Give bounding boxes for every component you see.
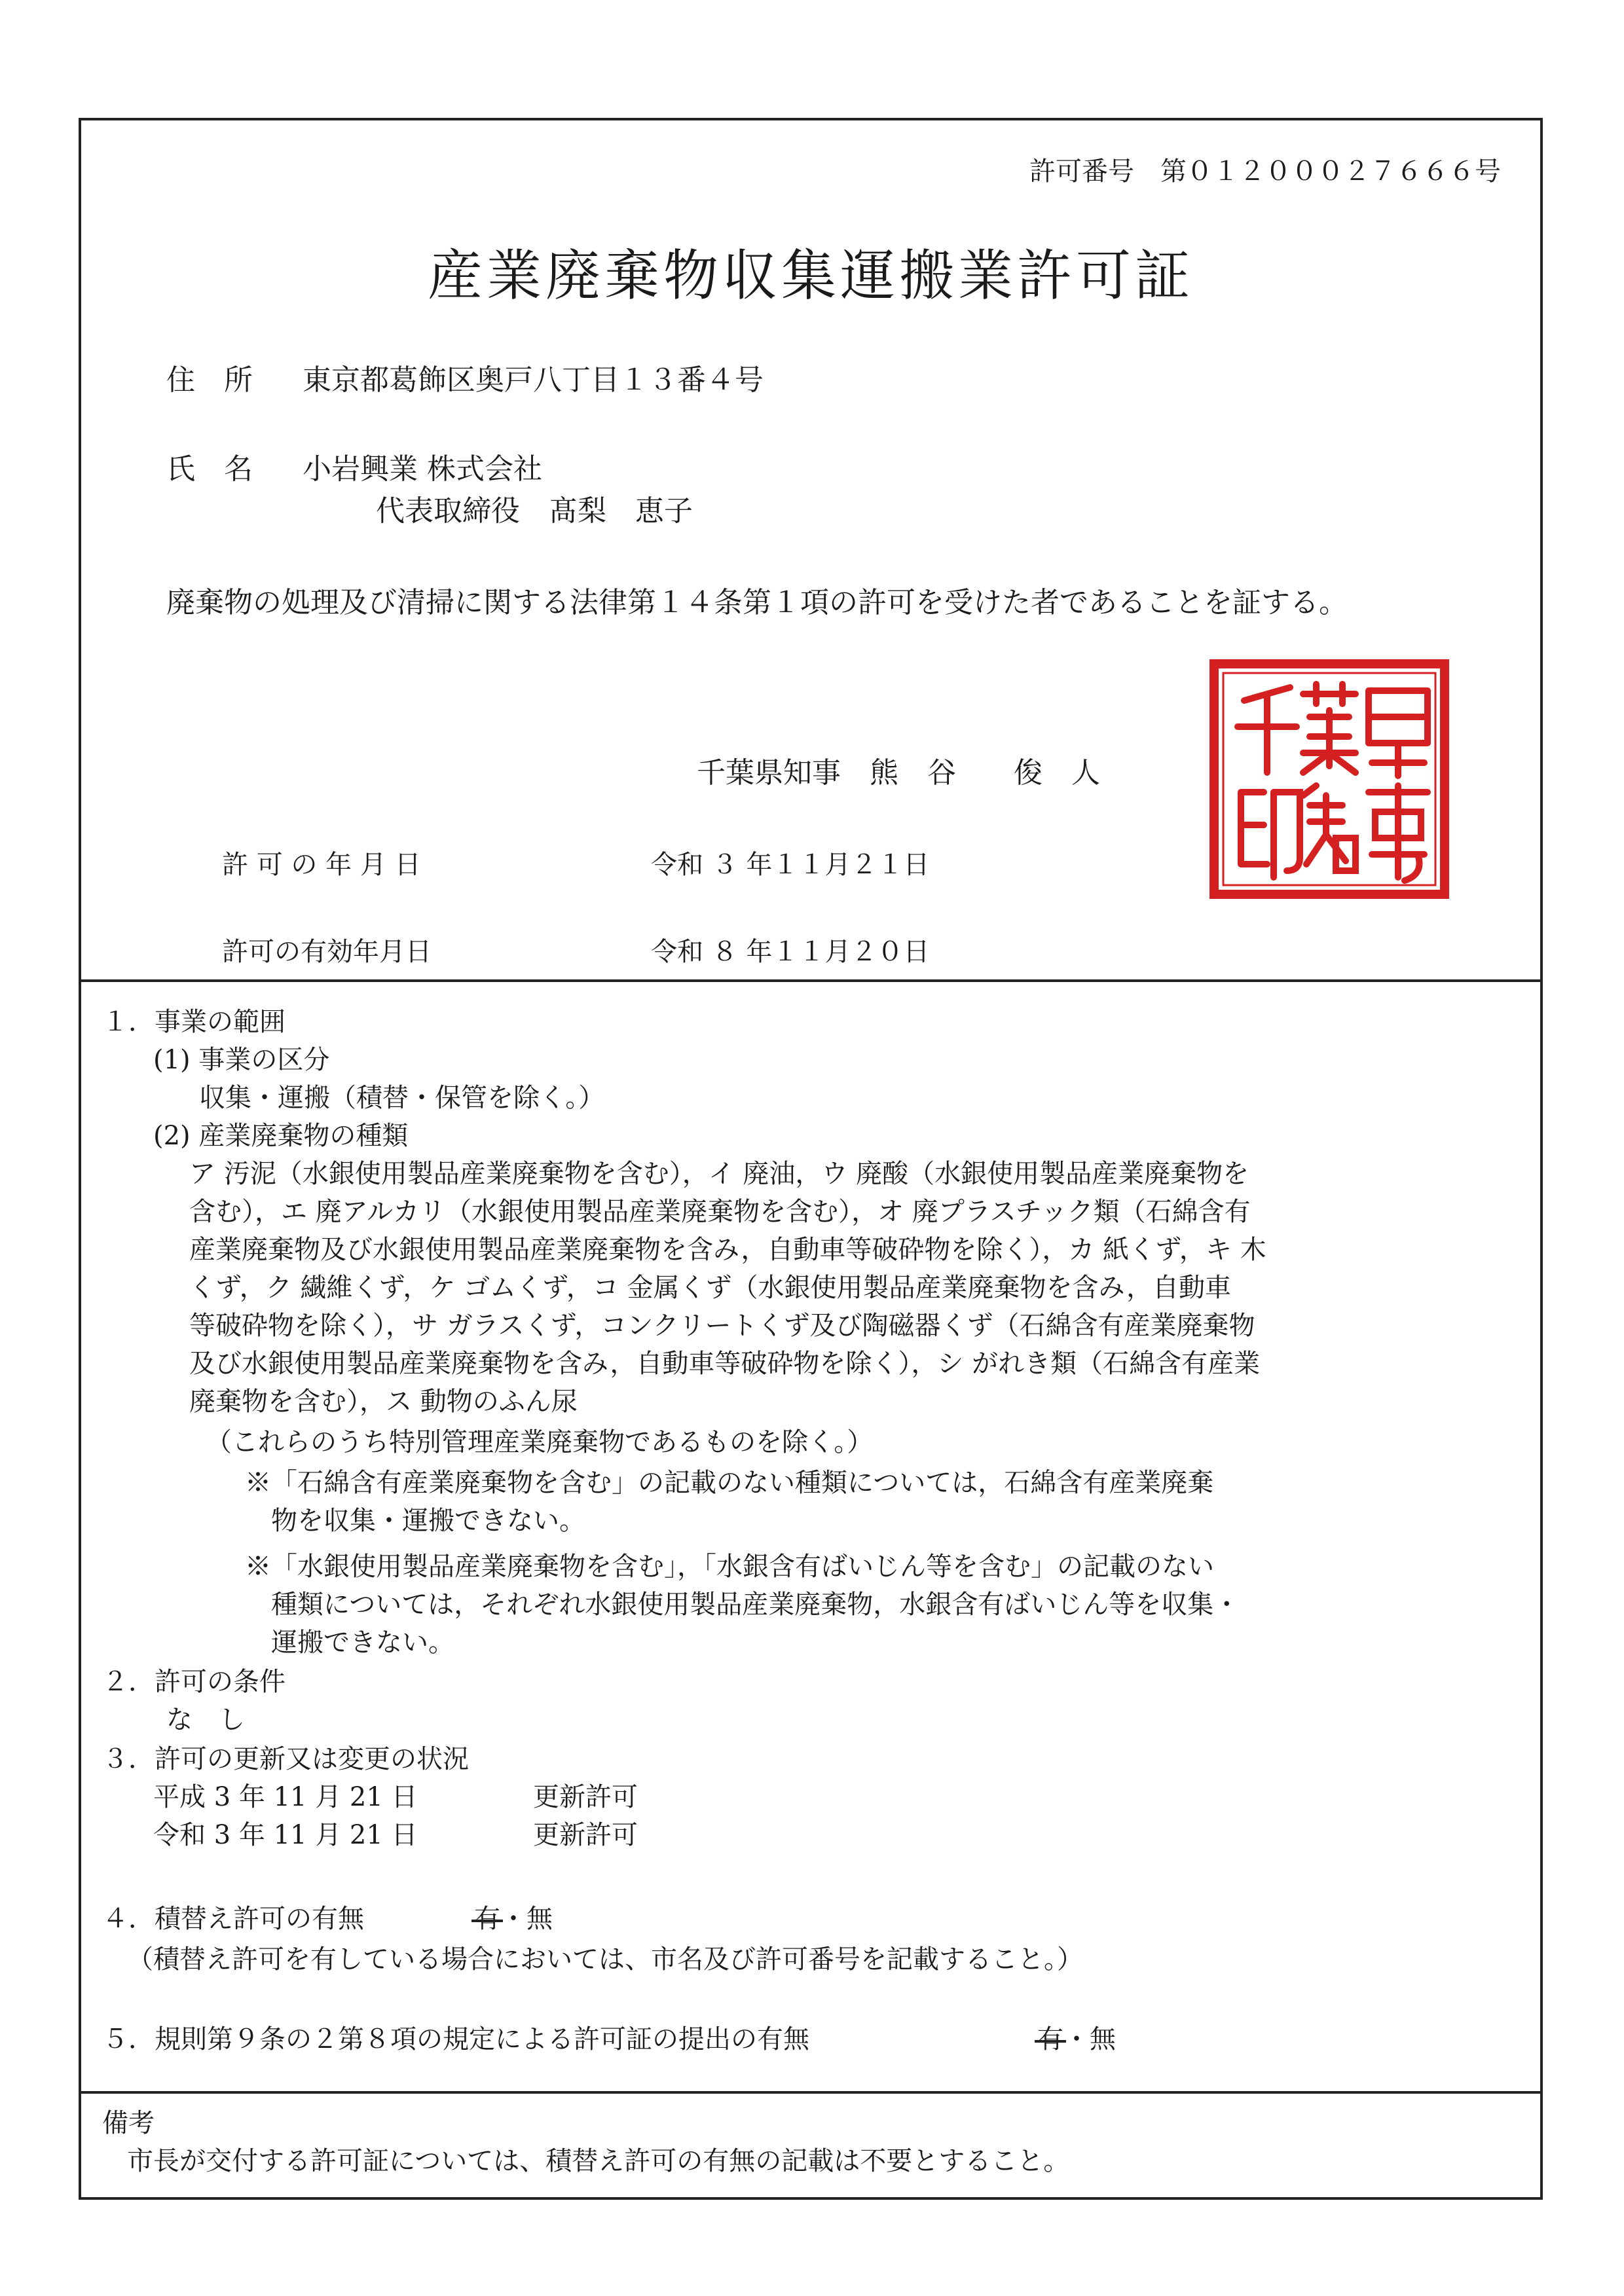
section2-heading: ２．許可の条件 (102, 1667, 286, 1697)
option-yes-struck: 有 (1037, 2020, 1063, 2058)
address-label: 住 所 (166, 363, 253, 397)
option-no: 無 (1090, 2024, 1116, 2054)
section2-value: な し (166, 1705, 245, 1735)
divider-upper (81, 979, 1540, 982)
section3-heading: ３．許可の更新又は変更の状況 (102, 1744, 469, 1774)
option-no: 無 (526, 1904, 553, 1934)
name-label: 氏 名 (166, 452, 253, 486)
page-title: 産業廃棄物収集運搬業許可証 (427, 244, 1194, 308)
types-line: 産業廃棄物及び水銀使用製品産業廃棄物を含み，自動車等破砕物を除く），カ 紙くず，キ 木 (189, 1235, 1266, 1265)
seal-characters (1238, 684, 1428, 881)
note2-line: 運搬できない。 (245, 1628, 454, 1658)
section4-note: （積替え許可を有している場合においては、市名及び許可番号を記載すること。） (127, 1944, 1083, 1975)
renewal-status: 更新許可 (533, 1782, 638, 1812)
types-line: くず，ク 繊維くず，ケ ゴムくず，コ 金属くず（水銀使用製品産業廃棄物を含み，自動車 (189, 1273, 1231, 1303)
representative-name: 代表取締役 髙梨 恵子 (376, 494, 693, 528)
note2-line: ※「水銀使用製品産業廃棄物を含む」，「水銀含有ばいじん等を含む」の記載のない (245, 1552, 1214, 1582)
remarks-text: 市長が交付する許可証については、積替え許可の有無の記載は不要とすること。 (127, 2146, 1070, 2176)
section5-options (1037, 2020, 1116, 2058)
permit-date-label: 許 可 の 年 月 日 (222, 850, 421, 880)
types-line: ア 汚泥（水銀使用製品産業廃棄物を含む），イ 廃油，ウ 廃酸（水銀使用製品産業廃棄物を (189, 1159, 1249, 1189)
section1-heading: １．事業の範囲 (102, 1007, 286, 1037)
types-line: 廃棄物を含む），ス 動物のふん尿 (189, 1387, 578, 1417)
section4-heading: ４．積替え許可の有無 (102, 1904, 364, 1934)
section5-heading: ５．規則第９条の２第８項の規定による許可証の提出の有無 (102, 2024, 809, 2054)
section4-options (474, 1900, 553, 1938)
permit-date-value: 令和 ３ 年１１月２１日 (651, 850, 930, 880)
note1-line: ※「石綿含有産業廃棄物を含む」の記載のない種類については，石綿含有産業廃棄 (245, 1468, 1214, 1498)
renewal-date: 令和 3 年 11 月 21 日 (153, 1820, 418, 1850)
renewal-date: 平成 3 年 11 月 21 日 (153, 1782, 418, 1812)
address-value: 東京都葛飾区奥戸八丁目１３番４号 (303, 363, 764, 397)
types-line: 等破砕物を除く），サ ガラスくず，コンクリートくず及び陶磁器くず（石綿含有産業廃棄物 (189, 1311, 1255, 1341)
types-line: 含む），エ 廃アルカリ（水銀使用製品産業廃棄物を含む），オ 廃プラスチック類（石綿含有 (189, 1197, 1251, 1227)
official-seal (1205, 655, 1454, 903)
option-yes-struck: 有 (474, 1900, 500, 1938)
company-name: 小岩興業 株式会社 (303, 452, 542, 486)
issuer: 千葉県知事 熊 谷 俊 人 (697, 756, 1100, 790)
note2-line: 種類については，それぞれ水銀使用製品産業廃棄物，水銀含有ばいじん等を収集・ (245, 1590, 1240, 1620)
certification-statement: 廃棄物の処理及び清掃に関する法律第１４条第１項の許可を受けた者であることを証する。 (166, 586, 1348, 619)
remarks-label: 備考 (102, 2108, 155, 2138)
types-line: 及び水銀使用製品産業廃棄物を含み，自動車等破砕物を除く），シ がれき類（石綿含有産業 (189, 1349, 1261, 1379)
option-separator: ・ (500, 1904, 526, 1934)
renewal-status: 更新許可 (533, 1820, 638, 1850)
certificate-frame (79, 118, 1543, 2200)
section1-sub1-text: 収集・運搬（積替・保管を除く。） (199, 1083, 605, 1113)
expiry-date-value: 令和 ８ 年１１月２０日 (651, 937, 930, 967)
permit-number: 許可番号 第０１２０００２７６６６号 (1029, 156, 1501, 187)
note1-line: 物を収集・運搬できない。 (245, 1506, 585, 1536)
section1-sub1-heading: (1) 事業の区分 (153, 1045, 330, 1075)
section1-sub2-heading: (2) 産業廃棄物の種類 (153, 1121, 409, 1151)
expiry-date-label: 許可の有効年月日 (222, 937, 432, 967)
divider-lower (81, 2091, 1540, 2094)
option-separator: ・ (1063, 2024, 1090, 2054)
exclusion-note: （これらのうち特別管理産業廃棄物であるものを除く。） (206, 1427, 874, 1457)
